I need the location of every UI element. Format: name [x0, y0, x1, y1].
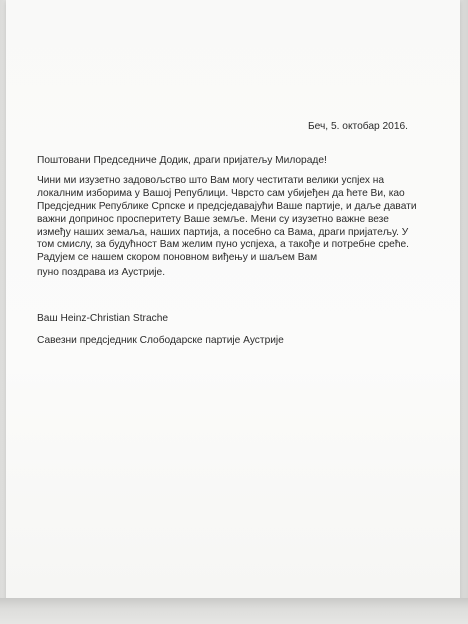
table-surface: [0, 598, 468, 624]
body-line: између наших земаља, наших партија, а посебно са Вама, драги пријатељу. У: [37, 226, 409, 238]
letter-body: [37, 175, 417, 265]
body-line: Чини ми изузетно задовољство што Вам могу честитати велики успјех на: [37, 175, 385, 186]
body-line: важни допринос просперитету Ваше земље. Мени су изузетно важне везе: [37, 213, 389, 225]
signer-title: Савезни предсједник Слободарске партије Аустрије: [37, 335, 284, 346]
body-line: том смислу, за будућност Вам желим пуно успјеха, а такође и потребне среће.: [37, 239, 409, 251]
letter-signature: Ваш Heinz-Christian Strache: [37, 313, 169, 324]
letter-date: Беч, 5. октобар 2016.: [307, 121, 408, 132]
letter-salutation: Поштовани Председниче Додик, драги пријатељу Милораде!: [37, 155, 327, 166]
body-line: Радујем се нашем скором поновном виђењу и шаљем Вам: [37, 252, 318, 264]
body-line: Предсједник Републике Српске и предсједавајући Ваше партије, и даље давати: [37, 200, 417, 212]
body-line: локалним изборима у Вашој Републици. Чврсто сам убијеђен да ћете Ви, као: [37, 187, 405, 199]
letter-page: [6, 0, 460, 600]
letter-closing: пуно поздрава из Аустрије.: [37, 267, 166, 278]
